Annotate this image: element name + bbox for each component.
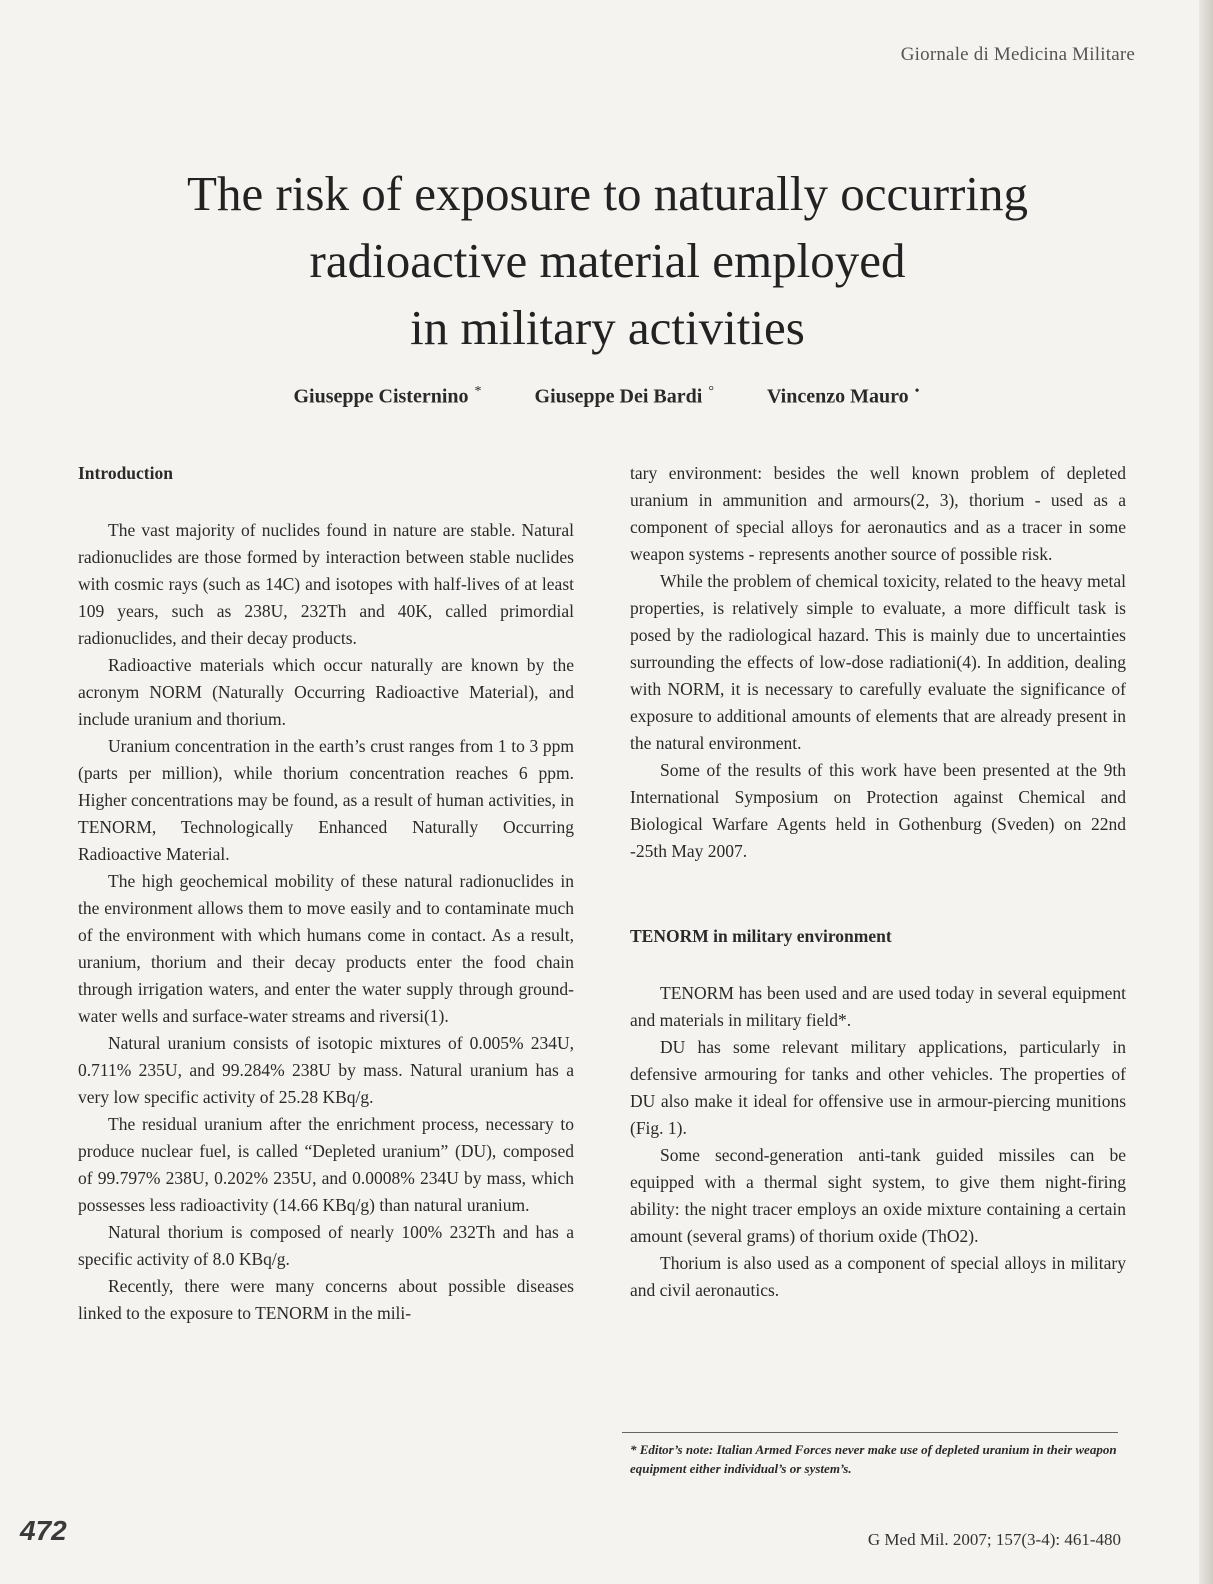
title-line: radioactive material employed [309,233,906,288]
title-line: in military activities [410,300,805,355]
paragraph: Some of the results of this work have been presented at the 9th International Symposium on Protection against Chemical and Biological Warfare Agents held in Gothenburg (Sveden) on 22nd -25th May 2007. [630,760,1126,861]
page-edge [1199,0,1213,1584]
paragraph: Natural uranium consists of isotopic mixtures of 0.005% 234U, 0.711% 235U, and 99.284% 238U by mass. Natural uranium has a very low specific activity of 25.28 KBq/g. [78,1033,574,1107]
author-affiliation-mark: • [914,384,920,399]
title-line: The risk of exposure to naturally occurring [187,166,1028,221]
paragraph: Thorium is also used as a component of special alloys in military and civil aeronautics. [630,1253,1126,1300]
paragraph: Radioactive materials which occur naturally are known by the acronym NORM (Naturally Occurring Radioactive Material), and include uranium and thorium. [78,655,574,729]
article-title [90,160,1125,361]
paragraph: The high geochemical mobility of these natural radionuclides in the environment allows them to move easily and to contaminate much of the environment with which humans come in contact. As a result, uranium, thorium and their decay products enter the food chain through irrigation waters, and enter the water supply through ground-water wells and surface-water streams and riversi(1). [78,871,574,1026]
paragraph: Uranium concentration in the earth’s crust ranges from 1 to 3 ppm (parts per million), while thorium concentration reaches 6 ppm. Higher concentrations may be found, as a result of human activities, in TENORM, Technologically Enhanced Naturally Occurring Radioactive Material. [78,736,574,864]
paragraph: TENORM has been used and are used today in several equipment and materials in military field*. [630,983,1126,1030]
journal-name: Giornale di Medicina Militare [900,44,1135,65]
paragraph: The residual uranium after the enrichment process, necessary to produce nuclear fuel, is called “Depleted uranium” (DU), composed of 99.797% 238U, 0.202% 235U, and 0.0008% 234U by mass, which possesses less radioactivity (14.66 KBq/g) than natural uranium. [78,1114,574,1215]
paragraph: Some second-generation anti-tank guided missiles can be equipped with a thermal sight system, to give them night-firing ability: the night tracer employs an oxide mixture containing a certain amount (several grams) of thorium oxide (ThO2). [630,1145,1126,1246]
paragraph: While the problem of chemical toxicity, related to the heavy metal properties, is relatively simple to evaluate, a more difficult task is posed by the radiological hazard. This is mainly due to uncertainties surrounding the effects of low-dose radiationi(4). In addition, dealing with NORM, it is necessary to carefully evaluate the significance of exposure to additional amounts of elements that are already present in the natural environment. [630,571,1126,753]
journal-citation: G Med Mil. 2007; 157(3-4): 461-480 [867,1530,1121,1549]
footnote-divider [622,1432,1118,1433]
paragraph: Natural thorium is composed of nearly 100% 232Th and has a specific activity of 8.0 KBq/g. [78,1222,574,1269]
author-list [0,384,1213,409]
author-name: Giuseppe Dei Bardi [534,385,703,408]
paragraph: Recently, there were many concerns about possible diseases linked to the exposure to TENORM in the mili- [78,1276,574,1323]
paragraph-continuation: tary environment: besides the well known problem of depleted uranium in ammunition and armours(2, 3), thorium - used as a component of special alloys for aeronautics and as a tracer in some weapon systems - represents another source of possible risk. [630,463,1126,564]
author-name: Vincenzo Mauro [766,385,909,408]
paragraph: The vast majority of nuclides found in nature are stable. Natural radionuclides are those formed by interaction between stable nuclides with cosmic rays (such as 14C) and isotopes with half-lives of at least 109 years, such as 238U, 232Th and 40K, called primordial radionuclides, and their decay products. [78,520,574,648]
right-column [630,460,1126,1304]
section-heading-tenorm: TENORM in military environment [630,926,892,946]
author [294,384,482,409]
editor-footnote: * Editor’s note: Italian Armed Forces never make use of depleted uranium in their weapon equipment either individual’s or system’s. [630,1442,1117,1476]
section-heading-introduction: Introduction [78,463,173,483]
author-name: Giuseppe Cisternino [293,385,469,408]
left-column [78,460,574,1327]
author-affiliation-mark: ° [708,384,714,399]
page-number: 472 [20,1515,67,1546]
author-affiliation-mark: * [474,384,482,399]
paragraph: DU has some relevant military applications, particularly in defensive armouring for tanks and other vehicles. The properties of DU also make it ideal for offensive use in armour-piercing munitions (Fig. 1). [630,1037,1126,1138]
author [767,384,920,409]
author [535,384,714,409]
